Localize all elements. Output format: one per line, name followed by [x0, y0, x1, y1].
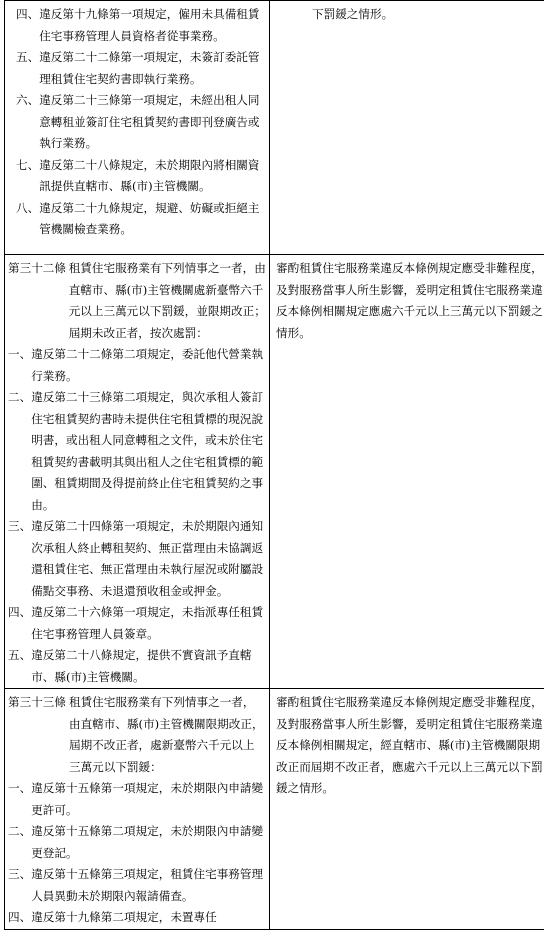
- item-number: 五、: [16, 47, 39, 90]
- list-item: [8, 645, 266, 688]
- item-text: 違反第二十九條規定，規避、妨礙或拒絕主管機關檢查業務。: [39, 198, 266, 241]
- list-item: [8, 821, 266, 864]
- explanation-cell: [270, 255, 544, 689]
- provision-cell: [5, 255, 270, 689]
- item-text: 違反第二十八條規定，提供不實資訊予直轄市、縣(市)主管機關。: [31, 645, 266, 688]
- list-item: [16, 4, 266, 47]
- article-lead-text: 租賃住宅服務業有下列情事之一者，由直轄市、縣(市)主管機關限期改正，屆期不改正者，處新臺幣六千元以上三萬元以下罰鍰：: [69, 692, 266, 778]
- article-lead: [8, 692, 266, 778]
- list-item: [8, 778, 266, 821]
- table-row: [5, 255, 544, 689]
- article-number: 第三十三條: [8, 692, 66, 778]
- item-number: 二、: [8, 387, 31, 516]
- table-row: [5, 689, 544, 930]
- item-text: 違反第二十三條第二項規定，與次承租人簽訂住宅租賃契約書時未提供住宅租賃標的現況說明書，或出租人同意轉租之文件，或未於住宅租賃契約書載明其與出租人之住宅租賃標的範圍、租賃期間及得提前終止住宅租賃契約之事由。: [31, 387, 266, 516]
- item-text: 違反第二十六條第一項規定，未指派專任租賃住宅事務管理人員簽章。: [31, 602, 266, 645]
- explanation-cell: [270, 1, 544, 255]
- item-text: 違反第十五條第三項規定，租賃住宅事務管理人員異動未於期限內報請備查。: [31, 864, 266, 907]
- article-number: 第三十二條: [8, 258, 66, 344]
- item-text: 違反第二十四條第一項規定，未於期限內通知次承租人終止轉租契約、無正當理由未協調返還租賃住宅、無正當理由未執行屋況或附屬設備點交事務、未退還預收租金或押金。: [31, 516, 266, 602]
- explanation-text: 審酌租賃住宅服務業違反本條例規定應受非難程度，及對服務當事人所生影響，爰明定租賃住宅服務業違反本條例相關規定應處六千元以上三萬元以下罰鍰之情形。: [276, 258, 544, 344]
- list-item: [16, 198, 266, 241]
- item-text: 違反第十九條第二項規定，未置專任: [31, 907, 266, 929]
- article-lead: [8, 258, 266, 344]
- list-item: [16, 47, 266, 90]
- item-number: 六、: [16, 90, 39, 155]
- item-number: 三、: [8, 864, 31, 907]
- list-item: [8, 907, 266, 929]
- explanation-cell: [270, 689, 544, 930]
- item-text: 違反第十九條第一項規定，僱用未具備租賃住宅事務管理人員資格者從事業務。: [39, 4, 266, 47]
- item-text: 違反第二十八條規定，未於期限內將相關資訊提供直轄市、縣(市)主管機關。: [39, 155, 266, 198]
- item-number: 七、: [16, 155, 39, 198]
- comparison-table: [4, 0, 544, 930]
- item-number: 一、: [8, 778, 31, 821]
- item-number: 三、: [8, 516, 31, 602]
- explanation-text: 審酌租賃住宅服務業違反本條例規定應受非難程度，及對服務當事人所生影響，爰明定租賃住宅服務業違反本條例相關規定，經直轄市、縣(市)主管機關限期改正而屆期不改正者，應處六千元以上三萬元以下罰鍰之情形。: [276, 692, 544, 800]
- article-lead-text: 租賃住宅服務業有下列情事之一者，由直轄市、縣(市)主管機關處新臺幣六千元以上三萬元以下罰鍰，並限期改正；屆期未改正者，按次處罰：: [69, 258, 266, 344]
- item-list: [8, 778, 266, 929]
- explanation-text: 下罰鍰之情形。: [276, 4, 544, 26]
- item-number: 二、: [8, 821, 31, 864]
- item-number: 五、: [8, 645, 31, 688]
- item-number: 四、: [8, 602, 31, 645]
- item-text: 違反第十五條第二項規定，未於期限內申請變更登記。: [31, 821, 266, 864]
- list-item: [8, 516, 266, 602]
- item-text: 違反第十五條第一項規定，未於期限內申請變更許可。: [31, 778, 266, 821]
- list-item: [16, 90, 266, 155]
- list-item: [16, 155, 266, 198]
- item-number: 四、: [8, 907, 31, 929]
- item-number: 八、: [16, 198, 39, 241]
- list-item: [8, 602, 266, 645]
- item-list: [8, 4, 266, 241]
- item-text: 違反第二十二條第二項規定，委託他代營業執行業務。: [31, 344, 266, 387]
- table-row: [5, 1, 544, 255]
- list-item: [8, 864, 266, 907]
- item-list: [8, 344, 266, 688]
- provision-cell: [5, 689, 270, 930]
- item-number: 一、: [8, 344, 31, 387]
- item-text: 違反第二十二條第一項規定，未簽訂委託管理租賃住宅契約書即執行業務。: [39, 47, 266, 90]
- item-number: 四、: [16, 4, 39, 47]
- item-text: 違反第二十三條第一項規定，未經出租人同意轉租並簽訂住宅租賃契約書即刊登廣告或執行業務。: [39, 90, 266, 155]
- provision-cell: [5, 1, 270, 255]
- list-item: [8, 344, 266, 387]
- list-item: [8, 387, 266, 516]
